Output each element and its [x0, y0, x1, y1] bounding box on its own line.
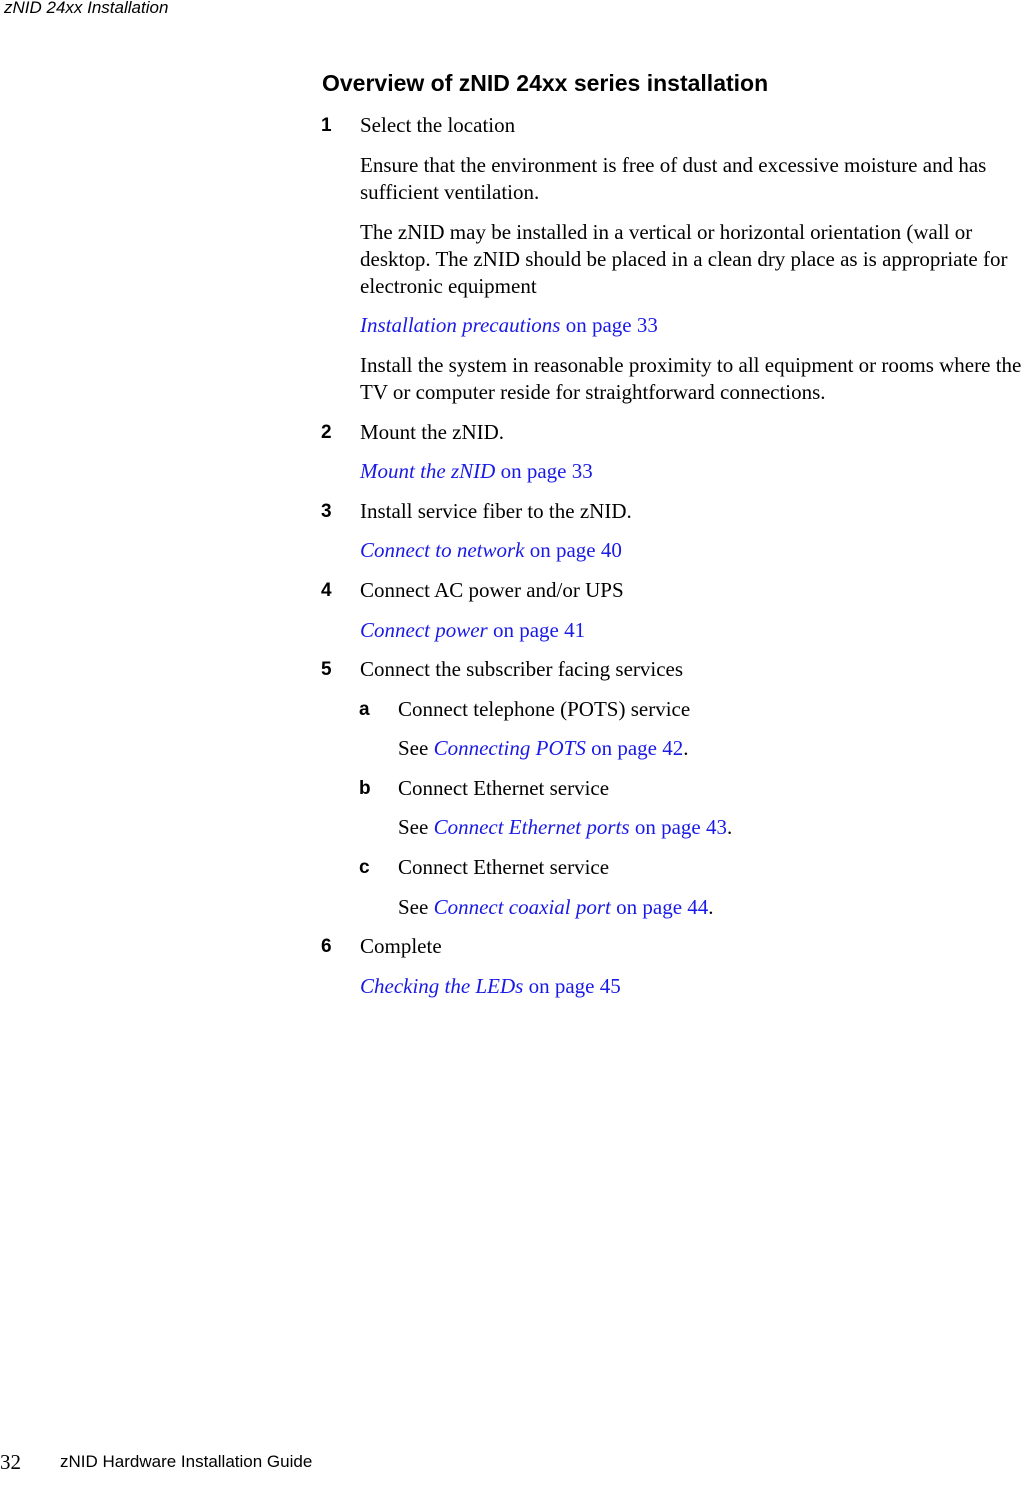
cross-reference-connect-power[interactable]	[360, 617, 585, 644]
cross-reference-installation-precautions[interactable]	[360, 312, 658, 339]
substep-see-b	[398, 814, 732, 841]
see-suffix: .	[683, 736, 689, 760]
step-number-6: 6	[321, 936, 332, 957]
step-label-2: Mount the zNID.	[360, 420, 505, 444]
link-page: on page 44	[610, 895, 709, 919]
see-prefix: See	[398, 815, 434, 839]
link-page: on page 42	[585, 736, 684, 760]
step-1-paragraph-1: Ensure that the environment is free of dust and excessive moisture and has sufficient ventilation.	[360, 153, 987, 204]
substep-see-c	[398, 894, 714, 921]
substep-letter-b: b	[359, 778, 371, 799]
substep-letter-c: c	[359, 857, 370, 878]
step-number-5: 5	[321, 659, 332, 680]
step-label-4: Connect AC power and/or UPS	[360, 578, 624, 602]
cross-reference-checking-leds[interactable]	[360, 973, 621, 1000]
link-title: Connect coaxial port	[433, 895, 611, 919]
cross-reference-connect-ethernet-ports[interactable]	[434, 815, 727, 839]
step-label-1: Select the location	[360, 113, 516, 137]
link-title: Mount the zNID	[360, 459, 496, 483]
step-label-5: Connect the subscriber facing services	[360, 657, 684, 681]
link-title: Connect to network	[360, 538, 525, 562]
link-page: on page 45	[523, 974, 621, 998]
substep-label-a: Connect telephone (POTS) service	[398, 697, 691, 721]
step-number-2: 2	[321, 422, 332, 443]
footer-guide-title: zNID Hardware Installation Guide	[60, 1452, 313, 1471]
running-header: zNID 24xx Installation	[4, 0, 169, 17]
link-page: on page 41	[487, 618, 586, 642]
step-label-3: Install service fiber to the zNID.	[360, 499, 632, 523]
see-prefix: See	[398, 895, 434, 919]
cross-reference-connect-network[interactable]	[360, 537, 622, 564]
link-page: on page 40	[524, 538, 622, 562]
link-title: Installation precautions	[360, 313, 561, 337]
substep-letter-a: a	[359, 699, 370, 720]
step-number-4: 4	[321, 580, 332, 601]
step-1-paragraph-3: Install the system in reasonable proximity to all equipment or rooms where the TV or computer reside for straightforward connections.	[360, 353, 1022, 404]
see-suffix: .	[726, 815, 733, 839]
substep-see-a	[398, 735, 688, 762]
link-title: Checking the LEDs	[360, 974, 524, 998]
step-1-paragraph-2: The zNID may be installed in a vertical or horizontal orientation (wall or desktop. The zNID should be placed in a clean dry place as is appropriate for electronic equipment	[360, 220, 1008, 298]
link-page: on page 33	[495, 459, 593, 483]
link-title: Connecting POTS	[433, 736, 586, 760]
link-title: Connect Ethernet ports	[433, 815, 630, 839]
section-title: Overview of zNID 24xx series installation	[322, 70, 769, 96]
cross-reference-connecting-pots[interactable]	[434, 736, 684, 760]
step-number-3: 3	[321, 501, 332, 522]
cross-reference-mount-znid[interactable]	[360, 458, 593, 485]
cross-reference-connect-coaxial-port[interactable]	[434, 895, 709, 919]
page-number: 32	[0, 1450, 21, 1474]
substep-label-c: Connect Ethernet service	[398, 855, 610, 879]
substep-label-b: Connect Ethernet service	[398, 776, 610, 800]
see-prefix: See	[398, 736, 434, 760]
step-label-6: Complete	[360, 934, 442, 958]
link-page: on page 33	[560, 313, 658, 337]
link-title: Connect power	[360, 618, 488, 642]
step-number-1: 1	[321, 115, 332, 136]
see-suffix: .	[708, 895, 714, 919]
link-page: on page 43	[629, 815, 727, 839]
